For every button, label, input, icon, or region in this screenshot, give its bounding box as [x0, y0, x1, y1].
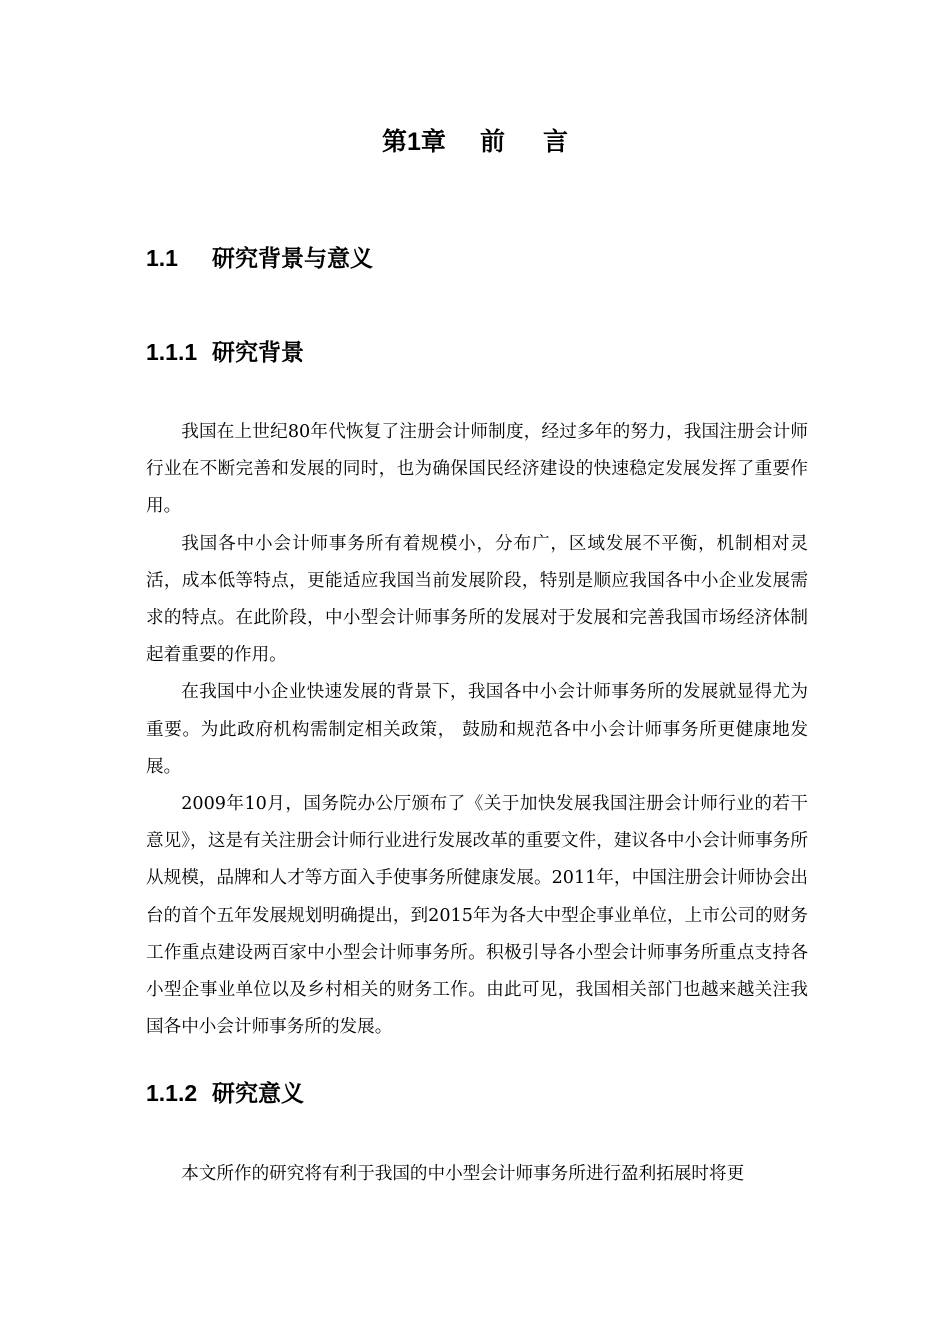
paragraph-4: 2009年10月，国务院办公厅颁布了《关于加快发展我国注册会计师行业的若干意见》，这是有关注册会计师行业进行发展改革的重要文件，建议各中小会计师事务所从规模，品牌和人才等方面入手使事务所健康发展。2011年，中国注册会计师协会出台的首个五年发展规划明确提出，到2015年为各大中型企事业单位，上市公司的财务工作重点建设两百家中小型会计师事务所。积极引导各小型会计师事务所重点支持各小型企事业单位以及乡村相关的财务工作。由此可见，我国相关部门也越来越关注我国各中小会计师事务所的发展。 — [146, 794, 808, 1038]
section-body-1-1-1 — [146, 414, 808, 1046]
paragraph-3: 在我国中小企业快速发展的背景下，我国各中小会计师事务所的发展就显得尤为重要。为此政府机构需制定相关政策， 鼓励和规范各中小会计师事务所更健康地发展。 — [146, 682, 808, 777]
section-number: 1.1 — [146, 245, 178, 271]
section-title: 研究背景与意义 — [212, 245, 373, 271]
section-heading-1-1-2 — [146, 1076, 304, 1110]
chapter-title-word-2: 言 — [542, 128, 568, 156]
chapter-title — [0, 124, 950, 160]
section-body-1-1-2 — [146, 1156, 808, 1193]
section-number: 1.1.1 — [146, 339, 198, 365]
paragraph-2: 我国各中小会计师事务所有着规模小，分布广，区域发展不平衡，机制相对灵活，成本低等特点，更能适应我国当前发展阶段，特别是顺应我国各中小企业发展需求的特点。在此阶段，中小型会计师事务所的发展对于发展和完善我国市场经济体制起着重要的作用。 — [146, 533, 808, 666]
section-heading-1-1 — [146, 241, 373, 275]
paragraph-1: 我国在上世纪80年代恢复了注册会计师制度，经过多年的努力，我国注册会计师行业在不断完善和发展的同时，也为确保国民经济建设的快速稳定发展发挥了重要作用。 — [146, 422, 808, 517]
section-title: 研究背景 — [212, 339, 304, 365]
chapter-title-word-1: 前 — [479, 128, 505, 156]
paragraph-1: 本文所作的研究将有利于我国的中小型会计师事务所进行盈利拓展时将更 — [181, 1164, 745, 1184]
chapter-label: 第1章 — [382, 128, 446, 156]
section-heading-1-1-1 — [146, 335, 304, 369]
section-number: 1.1.2 — [146, 1080, 198, 1106]
section-title: 研究意义 — [212, 1080, 304, 1106]
